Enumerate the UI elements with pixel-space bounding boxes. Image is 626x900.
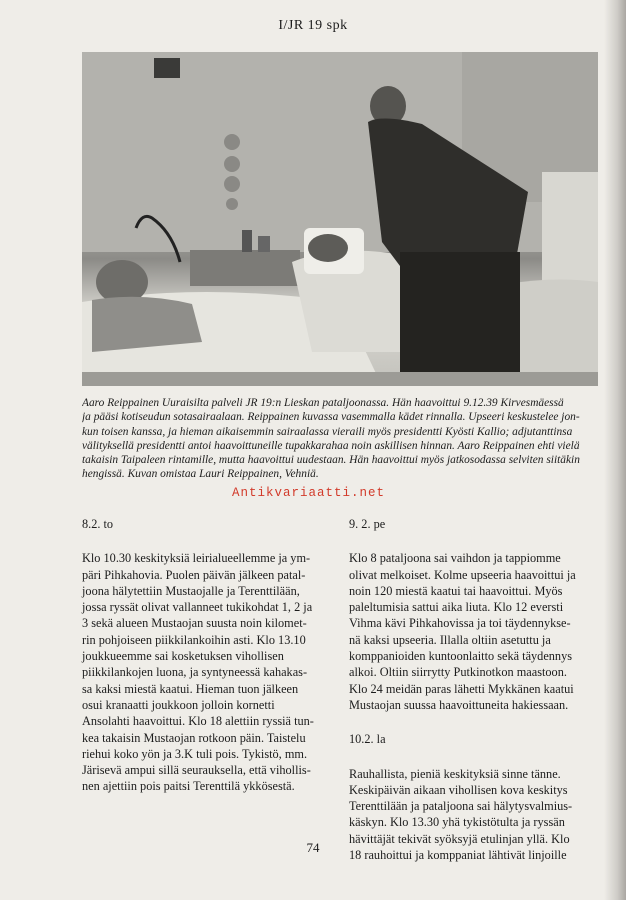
text-line: 3 sekä alueen Mustaojan suusta noin kilomet- — [82, 616, 307, 631]
entry-date: 8.2. to — [82, 517, 114, 531]
text-line: Klo 8 pataljoona sai vaihdon ja tappiomme — [349, 551, 561, 566]
text-line: piikkilankojen luona, ja syntyneessä kahakas- — [82, 665, 308, 680]
text-line: 18 rauhoittui ja komppaniat lähtivät linjoille — [349, 848, 567, 863]
text-line: jossa ryssät olivat vallanneet tukikohdat 1, 2 ja — [82, 600, 313, 615]
text-line: Keskipäivän aikaan vihollisen kova keskitys — [349, 782, 568, 797]
photo-caption — [82, 396, 598, 482]
text-line: Vihma kävi Pihkahovissa ja toi täydennykse- — [349, 616, 571, 631]
caption-line: takaisin Taipaleen rintamille, mutta haavoittui uudestaan. Hän haavoittui myös jatkosodassa selviten siitäkin — [82, 454, 580, 467]
page-edge-shadow — [604, 0, 626, 900]
text-line: sa kaksi miestä kaatui. Hieman tuon jälkeen — [82, 681, 299, 696]
text-line: Mustaojan suussa haavoittuneita hakiessaan. — [349, 697, 569, 712]
text-line: nä kaksi upseeria. Illalla oltiin asetuttu ja — [349, 632, 551, 647]
text-line: joukkueemme sai kosketuksen vihollisen — [82, 649, 284, 664]
text-line: hävittäjät tekivät syöksyjä etulinjan yllä. Klo — [349, 831, 570, 846]
left-column — [82, 516, 336, 795]
right-column — [349, 516, 603, 863]
watermark-text: Antikvariaatti.net — [232, 486, 386, 500]
text-line: olivat melkoiset. Kolme upseeria haavoittui ja — [349, 567, 576, 582]
text-line: osui kranaatti joukkoon jolloin kornetti — [82, 697, 275, 712]
text-line: rin pohjoiseen piikkilankoihin asti. Klo 13.10 — [82, 632, 306, 647]
text-line: Terenttilään ja pataljoona sai hälytysvalmius- — [349, 799, 573, 814]
caption-line: hengissä. Kuvan omistaa Lauri Reippainen, Vehniä. — [82, 468, 319, 481]
text-line: päri Pihkahovia. Puolen päivän jälkeen patal- — [82, 567, 306, 582]
text-line: kea takaisin Mustaojan rotkoon päin. Taistelu — [82, 730, 306, 745]
caption-line: ja pääsi kotiseudun sotasairaalaan. Reippainen kuvassa vasemmalla kädet rinnalla. Upseeri keskustelee jon- — [82, 411, 580, 424]
text-line: Rauhallista, pieniä keskityksiä sinne tänne. — [349, 766, 561, 781]
text-line: alkoi. Oltiin siirrytty Putkinotkon maastoon. — [349, 665, 567, 680]
text-line: joona hälytettiin Mustaojalle ja Terenttilään, — [82, 583, 300, 598]
caption-line: välityksellä presidentti antoi haavoittuneille tupakkarahaa noin askillisen hinnan. Aaro Reippainen ehti vielä — [82, 439, 580, 452]
hospital-ward-photo — [82, 52, 598, 386]
text-line: nen ajettiin pois paitsi Terenttilä ykkösestä. — [82, 779, 295, 794]
text-line: paleltumisia sattui aika liuta. Klo 12 eversti — [349, 600, 564, 615]
text-line: Klo 24 meidän paras lähetti Mykkänen kaatui — [349, 681, 574, 696]
caption-line: Aaro Reippainen Uuraisilta palveli JR 19:n Lieskan pataljoonassa. Hän haavoittui 9.12.39 Kirvesmäessä — [82, 397, 564, 409]
text-line: riehui koko yön ja 3.K tuli pois. Tykistö, mm. — [82, 746, 308, 761]
caption-line: kun toisen kanssa, ja hieman aikaisemmin sairaalassa vieraili myös presidentti Kyösti Kallio; adjutanttinsa — [82, 425, 573, 438]
text-line: käskyn. Klo 13.30 yhä tykistötulta ja ryssän — [349, 815, 565, 830]
page-number: 74 — [306, 840, 320, 855]
text-line: Ansolahti haavoittui. Klo 18 alettiin ryssiä tun- — [82, 714, 314, 729]
text-line: komppanioiden kuntoonlaitto sekä täydennys — [349, 649, 573, 664]
entry-date: 9. 2. pe — [349, 517, 386, 531]
text-line: Klo 10.30 keskityksiä leirialueellemme ja ym- — [82, 551, 311, 566]
running-head: I/JR 19 spk — [278, 18, 348, 33]
entry-date: 10.2. la — [349, 732, 386, 747]
text-line: noin 120 miestä kaatui tai haavoittui. Myös — [349, 583, 563, 598]
text-line: Järisevä ampui sillä seurauksella, että vihollis- — [82, 763, 311, 778]
hospital-ward-photo-icon — [82, 52, 598, 386]
watermark-stamp — [232, 487, 385, 499]
